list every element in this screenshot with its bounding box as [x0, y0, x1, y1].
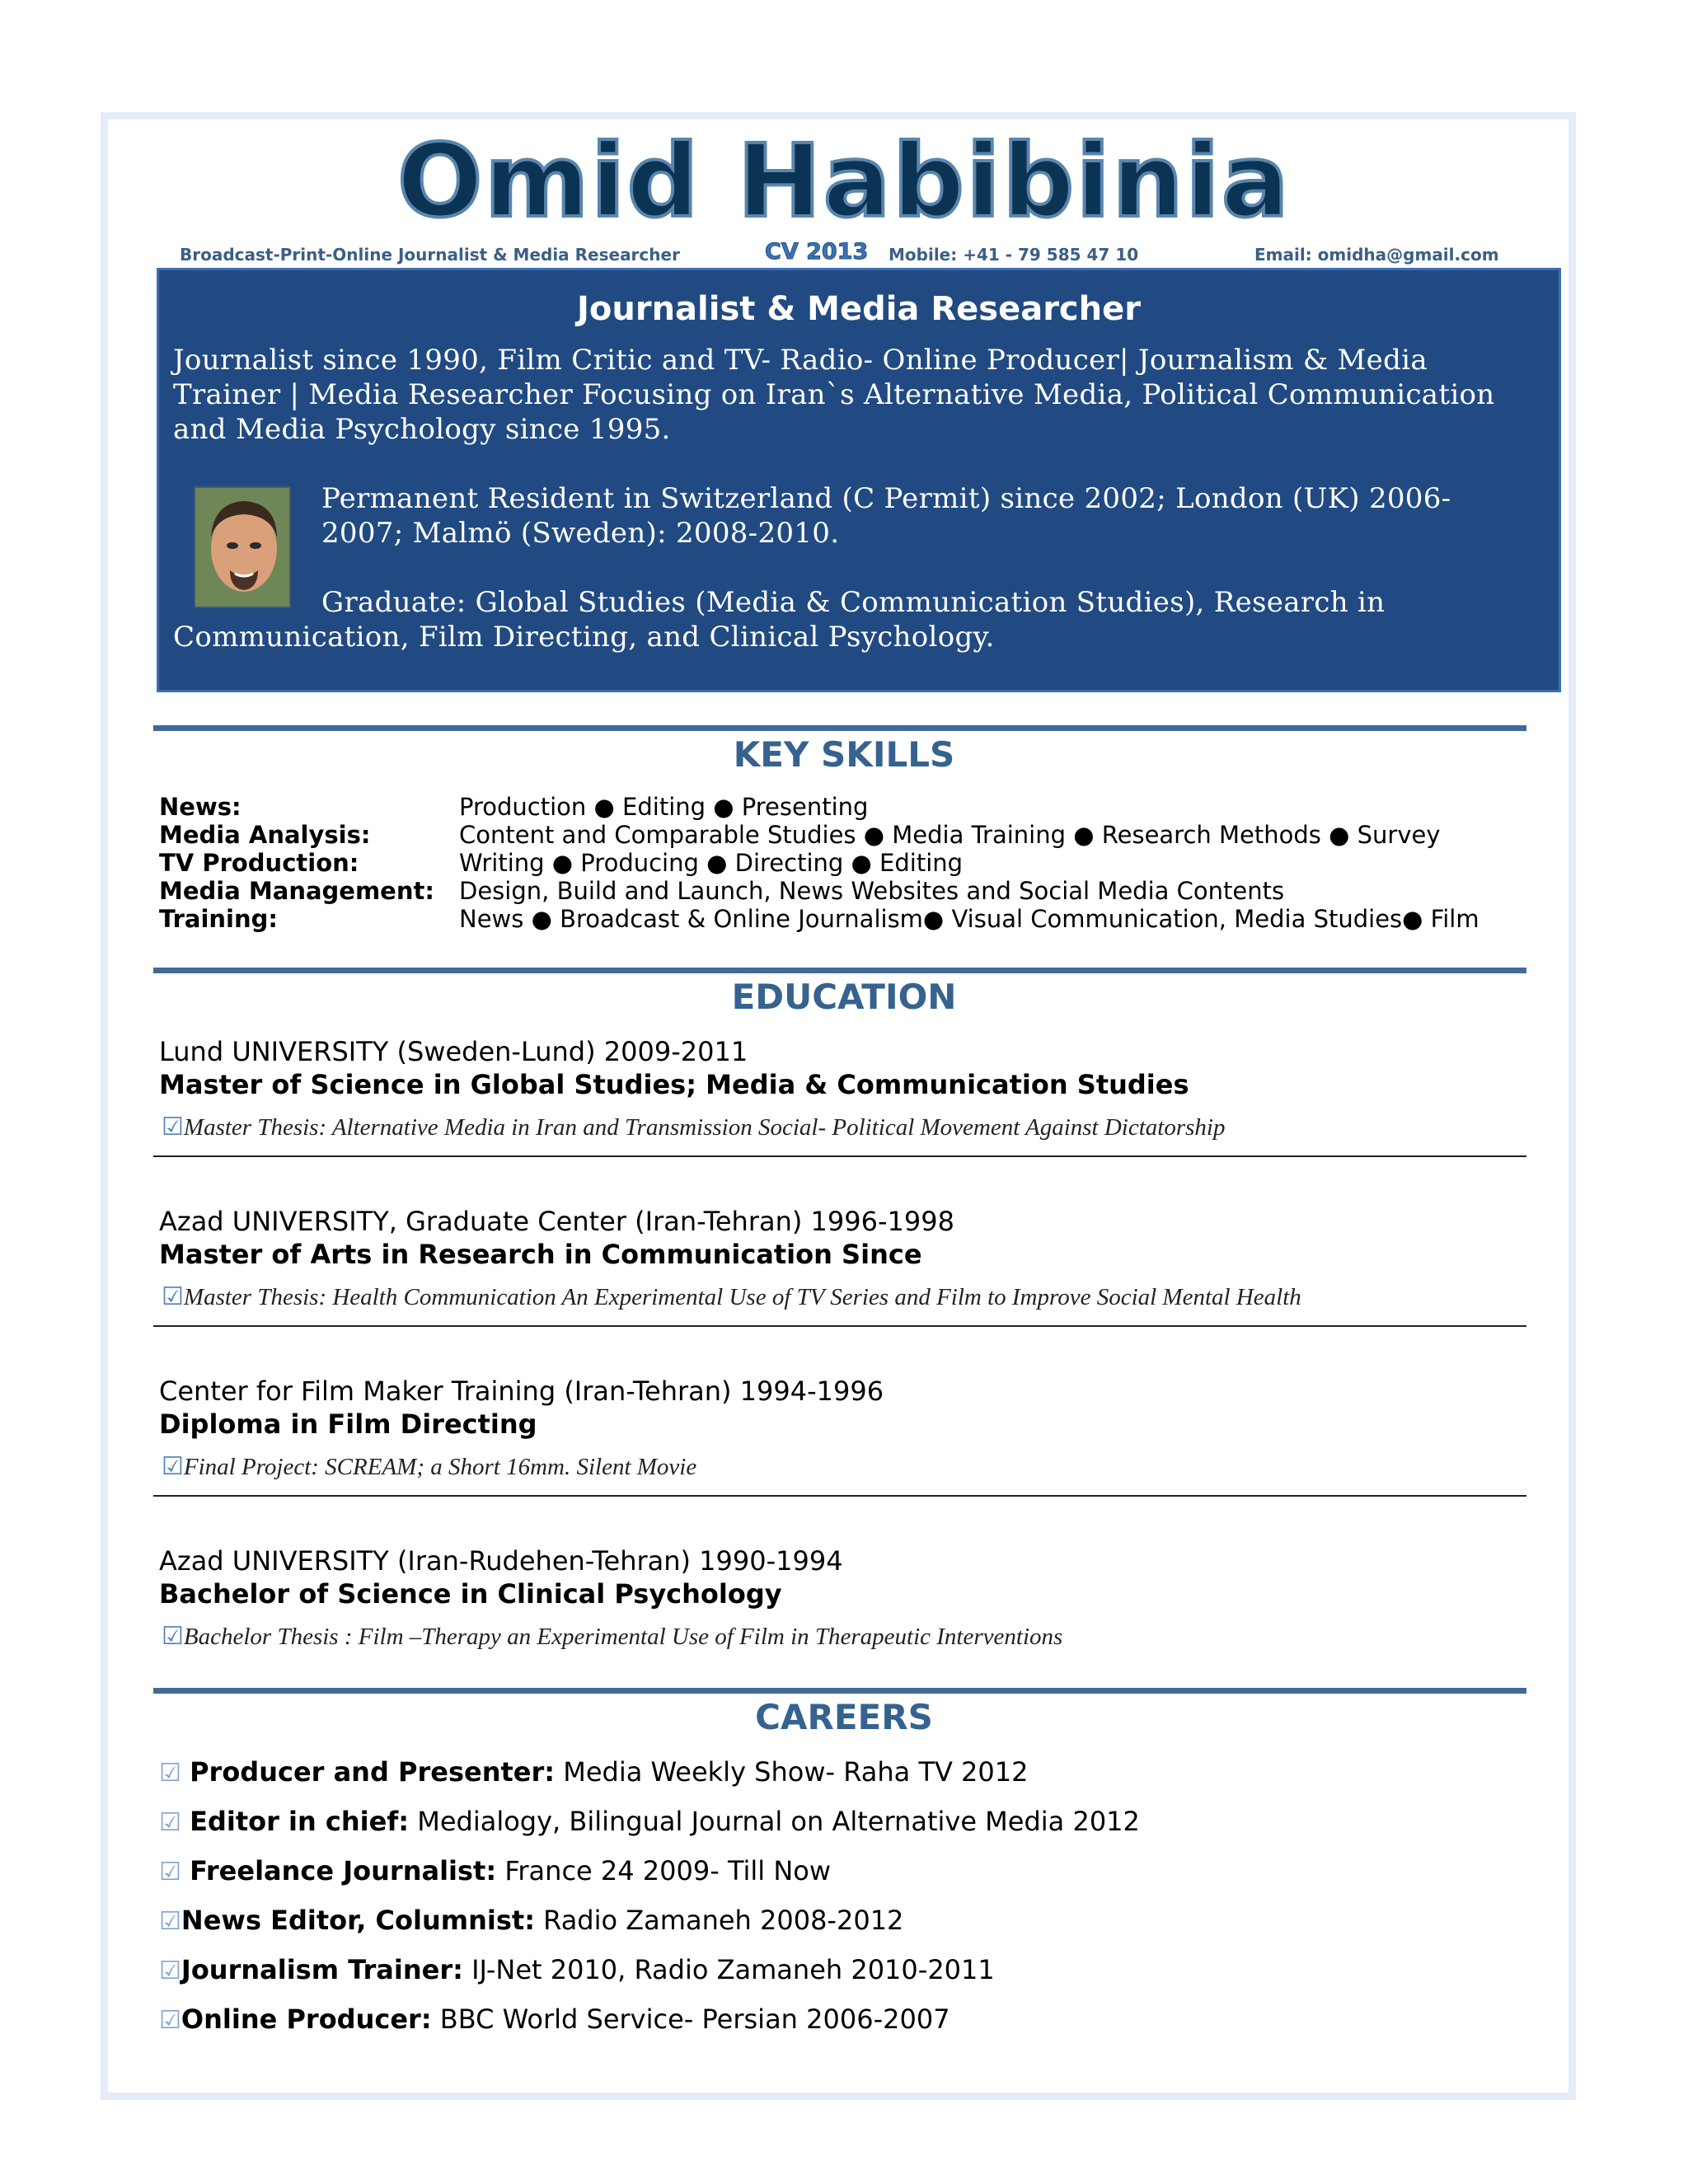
- education-institution: Center for Film Maker Training (Iran-Tehran) 1994-1996: [159, 1376, 884, 1407]
- summary-line-2: Trainer | Media Researcher Focusing on Iran`s Alternative Media, Political Communication: [173, 378, 1495, 411]
- summary-line-6: Graduate: Global Studies (Media & Communication Studies), Research in: [321, 586, 1386, 619]
- profile-photo: [194, 486, 291, 608]
- cv-year-label: CV 2013: [765, 239, 869, 265]
- checkbox-icon: ☑: [159, 1808, 181, 1837]
- education-institution: Azad UNIVERSITY (Iran-Rudehen-Tehran) 1990-1994: [159, 1545, 843, 1577]
- education-degree: Diploma in Film Directing: [159, 1408, 537, 1440]
- summary-line-3: and Media Psychology since 1995.: [173, 413, 671, 446]
- skill-label: Media Management:: [159, 877, 434, 905]
- skill-value: Writing ● Producing ● Directing ● Editing: [459, 849, 964, 877]
- summary-line-7: Communication, Film Directing, and Clinical Psychology.: [173, 621, 995, 654]
- checkbox-icon: ☑: [159, 1907, 181, 1936]
- summary-line-4: Permanent Resident in Switzerland (C Permit) since 2002; London (UK) 2006-: [321, 482, 1451, 515]
- skill-value: News ● Broadcast & Online Journalism● Visual Communication, Media Studies● Film: [459, 905, 1479, 933]
- education-institution: Lund UNIVERSITY (Sweden-Lund) 2009-2011: [159, 1036, 748, 1067]
- education-thesis: ☑Bachelor Thesis : Film –Therapy an Experimental Use of Film in Therapeutic Interventions: [162, 1623, 1063, 1650]
- skill-value: Content and Comparable Studies ● Media Training ● Research Methods ● Survey: [459, 821, 1441, 849]
- skill-label: News:: [159, 793, 241, 821]
- key-skills-heading: KEY SKILLS: [733, 734, 955, 775]
- entry-divider: [153, 1325, 1526, 1327]
- careers-heading: CAREERS: [755, 1697, 933, 1737]
- summary-line-1: Journalist since 1990, Film Critic and TV- Radio- Online Producer| Journalism & Media: [173, 344, 1428, 377]
- entry-divider: [153, 1495, 1526, 1497]
- checkbox-icon: ☑: [159, 1759, 181, 1788]
- skill-label: Training:: [159, 905, 278, 933]
- education-thesis: ☑Master Thesis: Health Communication An Experimental Use of TV Series and Film to Improve Social Mental Health: [162, 1283, 1301, 1310]
- education-heading: EDUCATION: [731, 977, 957, 1017]
- career-item: ☑News Editor, Columnist: Radio Zamaneh 2008-2012: [159, 1905, 904, 1936]
- skill-label: TV Production:: [159, 849, 359, 877]
- checkbox-icon: ☑: [159, 1957, 181, 1985]
- tagline: Broadcast-Print-Online Journalist & Media Researcher: [180, 245, 680, 265]
- education-thesis: ☑Master Thesis: Alternative Media in Iran and Transmission Social- Political Movement Against Dictatorship: [162, 1113, 1226, 1141]
- career-item: ☑ Producer and Presenter: Media Weekly Show- Raha TV 2012: [159, 1756, 1029, 1788]
- candidate-name: Omid Habibinia: [396, 123, 1292, 240]
- career-item: ☑ Freelance Journalist: France 24 2009- Till Now: [159, 1855, 832, 1886]
- email-address: Email: omidha@gmail.com: [1254, 245, 1499, 265]
- summary-title: Journalist & Media Researcher: [577, 290, 1141, 328]
- checkbox-icon: ☑: [159, 1858, 181, 1886]
- check-icon: ☑: [162, 1623, 184, 1650]
- section-divider: [153, 725, 1526, 731]
- summary-line-5: 2007; Malmö (Sweden): 2008-2010.: [321, 517, 840, 550]
- skill-value: Production ● Editing ● Presenting: [459, 793, 869, 821]
- skill-value: Design, Build and Launch, News Websites and Social Media Contents: [459, 877, 1285, 905]
- check-icon: ☑: [162, 1113, 184, 1141]
- section-divider: [153, 1688, 1526, 1694]
- education-degree: Master of Arts in Research in Communication Since: [159, 1239, 922, 1270]
- education-degree: Bachelor of Science in Clinical Psychology: [159, 1578, 782, 1610]
- career-item: ☑Online Producer: BBC World Service- Persian 2006-2007: [159, 2004, 950, 2035]
- mobile-number: Mobile: +41 - 79 585 47 10: [889, 245, 1139, 265]
- checkbox-icon: ☑: [159, 2006, 181, 2035]
- check-icon: ☑: [162, 1453, 184, 1480]
- check-icon: ☑: [162, 1283, 184, 1310]
- skill-label: Media Analysis:: [159, 821, 371, 849]
- education-thesis: ☑Final Project: SCREAM; a Short 16mm. Silent Movie: [162, 1453, 697, 1480]
- education-institution: Azad UNIVERSITY, Graduate Center (Iran-Tehran) 1996-1998: [159, 1206, 954, 1237]
- section-divider: [153, 968, 1526, 973]
- entry-divider: [153, 1155, 1526, 1157]
- summary-panel: [157, 268, 1561, 692]
- profile-photo-icon: [195, 488, 291, 608]
- career-item: ☑ Editor in chief: Medialogy, Bilingual Journal on Alternative Media 2012: [159, 1806, 1140, 1837]
- career-item: ☑Journalism Trainer: IJ-Net 2010, Radio Zamaneh 2010-2011: [159, 1954, 995, 1985]
- education-degree: Master of Science in Global Studies; Media & Communication Studies: [159, 1069, 1189, 1100]
